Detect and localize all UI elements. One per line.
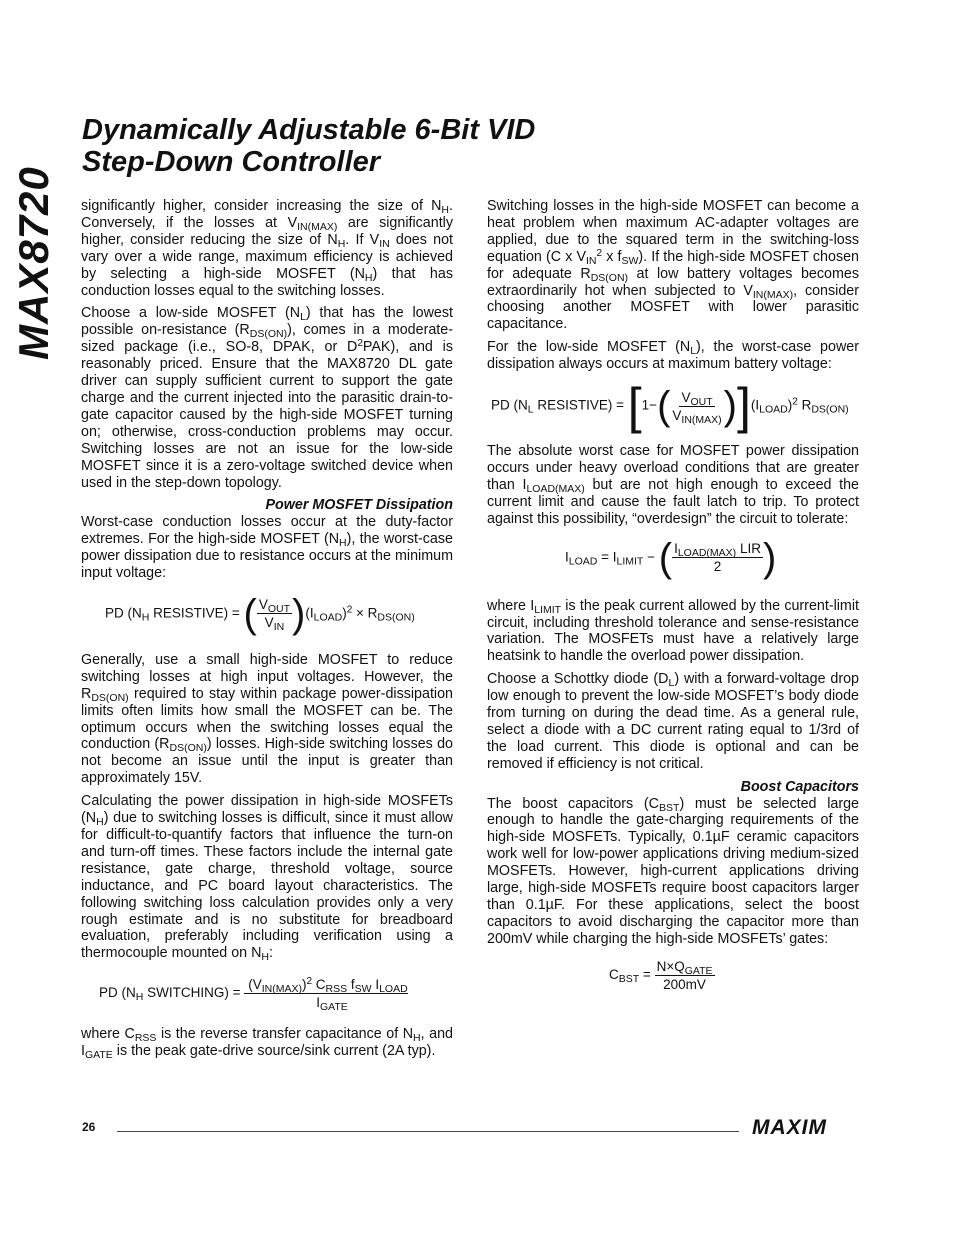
paragraph: Choose a low-side MOSFET $(N_L)$ that has the lowest possible on-resistance $(R_{DS(ON)})$, comes in a moderate-sized package (i.e., SO-8, DPAK, or $D^2PAK$), and is reasonably priced. Ensure that the MAX8720 DL gate driver can supply sufficient current to support the gate charge and the current injected into the parasitic drain-to-gate capacitor caused by the high-side MOSFET turning on; otherwise, cross-conduction problems may occur. Switching losses are not an issue for the low-side MOSFET since it is a zero-voltage switched device when used in the step-down topology. xyxy=(81,305,453,491)
paragraph: Switching losses in the high-side MOSFET can become a heat problem when maximum AC-adapter voltages are applied, due to the squared term in the switching-loss equation (C x $V_{IN}^2$ x $f_{SW}$). If the high-side MOSFET chosen for adequate $R_{DS(ON)}$ at low battery voltages becomes extraordinarily hot when subjected to $V_{IN(MAX)}$, consider choosing another MOSFET with lower parasitic capacitance. xyxy=(487,198,859,333)
paragraph: Worst-case conduction losses occur at the duty-factor extremes. For the high-side MOSFET $(N_H)$, the worst-case power dissipation due to resistance occurs at the minimum input voltage: xyxy=(81,514,453,582)
side-title: MAX8720 xyxy=(10,166,57,360)
paragraph: significantly higher, consider increasing the size of $N_H$. Conversely, if the losses at $V_{IN(MAX)}$ are significantly higher, consider reducing the size of $N_H$. If $V_{IN}$ does not vary over a wide range, maximum efficiency is achieved by selecting a high-side MOSFET $(N_H)$ that has conduction losses equal to the switching losses. xyxy=(81,198,454,299)
paragraph: where $C_{RSS}$ is the reverse transfer capacitance of $N_H$, and $I_{GATE}$ is the peak gate-drive source/sink current (2A typ). xyxy=(81,1026,453,1062)
section-heading: Boost Capacitors xyxy=(740,778,859,795)
page-number: 26 xyxy=(82,1120,96,1134)
paragraph: The absolute worst case for MOSFET power dissipation occurs under heavy overload conditions that are greater than $I_{LOAD(MAX)}$ but are not high enough to exceed the current limit and cause the fault latch to trip. To protect against this possibility, “overdesign” the circuit to tolerate: xyxy=(487,443,859,527)
left-column xyxy=(81,198,453,1066)
paragraph: The boost capacitors $(C_{BST})$ must be selected large enough to handle the gate-charging requirements of the high-side MOSFETs. Typically, 0.1µF ceramic capacitors work well for low-power applications driving medium-sized MOSFETs. However, high-current applications driving large, high-side MOSFETs require boost capacitors larger than 0.1µF. For these applications, select the boost capacitors to avoid discharging the capacitor more than 200mV while charging the high-side MOSFETs’ gates: xyxy=(487,795,859,947)
right-column xyxy=(487,198,859,1008)
paragraph: Choose a Schottky diode $(D_L)$ with a forward-voltage drop low enough to prevent the low-side MOSFET’s body diode from turning on during the dead time. As a general rule, select a diode with a DC current rating equal to 1/3rd of the load current. This diode is optional and can be removed if efficiency is not critical. xyxy=(487,671,859,772)
footer-divider xyxy=(117,1131,739,1132)
equation-pd-nh-switching: PD ($N_H$ SWITCHING) = $\frac{(V_{IN(MAX)})^2 C_{RSS} f_{SW} I_{LOAD}}{I_{GATE}}$ xyxy=(99,976,408,1014)
equation-pd-nh-resistive: PD ($N_H$ RESISTIVE) = ( $\frac{V_{OUT}}{V_{IN}}$ )$(I_{LOAD})^2 \times R_{DS(ON)}$ xyxy=(105,591,415,636)
paragraph: where $I_{LIMIT}$ is the peak current allowed by the current-limit circuit, including threshold tolerance and sense-resistance variation. The MOSFETs must have a relatively large heatsink to handle the overload power dissipation. xyxy=(487,597,859,665)
paragraph: Calculating the power dissipation in high-side MOSFETs $(N_H)$ due to switching losses is difficult, since it must allow for difficult-to-quantify factors that influence the turn-on and turn-off times. These factors include the internal gate resistance, gate charge, threshold voltage, source inductance, and PC board layout characteristics. The following switching loss calculation provides only a very rough estimate and is no substitute for breadboard evaluation, preferably including verification using a thermocouple mounted on $N_H$: xyxy=(81,793,453,964)
page-title: Dynamically Adjustable 6-Bit VID Step-Down Controller xyxy=(82,114,536,178)
paragraph: For the low-side MOSFET $(N_L)$, the worst-case power dissipation always occurs at maximum battery voltage: xyxy=(487,339,859,373)
equation-cbst: $C_{BST}$ = $\frac{N\times Q_{GATE}}{200mV}$ xyxy=(609,958,713,992)
paragraph: Generally, use a small high-side MOSFET to reduce switching losses at high input voltages. However, the $R_{DS(ON)}$ required to stay within package power-dissipation limits often limits how small the MOSFET can be. The optimum occurs when the switching losses equal the conduction $(R_{DS(ON)})$ losses. High-side switching losses do not become an issue until the input is greater than approximately 15V. xyxy=(81,651,453,787)
maxim-logo: MAXIM xyxy=(752,1116,827,1139)
equation-iload: $I_{LOAD} = I_{LIMIT}$ − ( $\frac{I_{LOAD(MAX)} LIR}{2}$ ) xyxy=(565,535,777,580)
equation-pd-nl-resistive: PD ($N_L$ RESISTIVE) = [1−( $\frac{V_{OUT}}{V_{IN(MAX)}}$ )]$(I_{LOAD})^2$ $R_{DS(ON)}$ xyxy=(491,378,849,435)
section-heading: Power MOSFET Dissipation xyxy=(265,497,453,514)
